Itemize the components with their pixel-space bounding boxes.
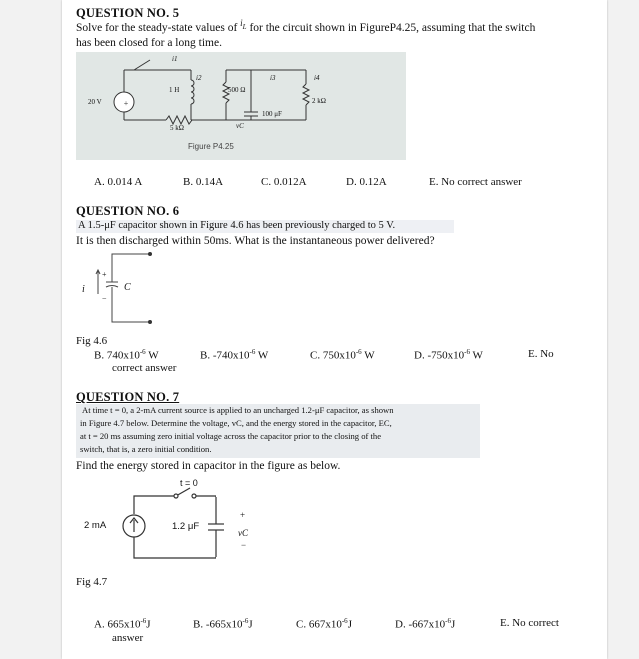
q6-opt-b-base: B. -740x10 <box>200 349 250 362</box>
fig47-vc: vC <box>238 528 248 538</box>
q6-option-tail: correct answer <box>112 362 177 374</box>
fig-caption: Figure P4.25 <box>188 142 234 151</box>
source-plus: + <box>123 99 129 108</box>
document-page <box>62 0 607 659</box>
q6-opt-d-unit: W <box>472 349 483 362</box>
fig-i1: i1 <box>172 55 178 63</box>
q6-opt-d-exp: -6 <box>464 348 470 356</box>
q7-opt-b-unit: J <box>248 618 253 631</box>
q6-scan-line: A 1.5-μF capacitor shown in Figure 4.6 has been previously charged to 5 V. <box>76 220 454 233</box>
q7-scan-line-3: at t = 20 ms assuming zero initial voltage across the capacitor prior to the closing of the <box>80 431 382 441</box>
q6-opt-a-unit: W <box>148 349 159 362</box>
q7-opt-a-unit: J <box>146 618 151 631</box>
fig47-plus: + <box>240 510 246 520</box>
fig46-minus: − <box>102 294 107 303</box>
figure-p4-25 <box>76 52 406 160</box>
fig47-source-label: 2 mA <box>84 520 107 531</box>
q7-option-e[interactable]: E. No correct <box>500 617 559 629</box>
q5-option-d[interactable]: D. 0.12A <box>346 176 387 188</box>
q7-opt-c-unit: J <box>347 618 352 631</box>
q7-option-b[interactable] <box>193 617 253 631</box>
q7-option-a[interactable] <box>94 617 151 631</box>
q7-scan-line-4: switch, that is, a zero initial condition. <box>80 444 212 454</box>
q5-i: i <box>240 18 243 28</box>
q7-title: QUESTION NO. 7 <box>76 390 180 404</box>
fig47-minus: − <box>241 540 247 550</box>
q5-title: QUESTION NO. 5 <box>76 6 180 20</box>
q6-text-line: It is then discharged within 50ms. What is the instantaneous power delivered? <box>76 235 435 247</box>
q6-option-b[interactable] <box>200 348 268 362</box>
q6-option-d[interactable] <box>414 348 483 362</box>
fig-i3: i3 <box>270 74 276 82</box>
fig46-plus: + <box>102 270 107 279</box>
fig-i4: i4 <box>314 74 320 82</box>
q5-option-b[interactable]: B. 0.14A <box>183 176 224 188</box>
q7-opt-c-base: C. 667x10 <box>296 618 342 631</box>
q6-opt-c-unit: W <box>364 349 375 362</box>
q6-option-e[interactable]: E. No <box>528 348 554 360</box>
q7-option-c[interactable] <box>296 617 352 631</box>
q5-option-a[interactable]: A. 0.014 A <box>94 176 143 188</box>
fig-i2: i2 <box>196 74 202 82</box>
q7-opt-d-exp: -6 <box>445 617 451 625</box>
q5-option-e[interactable]: E. No correct answer <box>429 176 522 188</box>
q7-opt-b-base: B. -665x10 <box>193 618 243 631</box>
q6-option-c[interactable] <box>310 348 375 362</box>
fig-vc: vC <box>236 122 244 130</box>
q6-opt-c-exp: -6 <box>355 348 362 356</box>
q6-opt-d-base: D. -750x10 <box>414 349 465 362</box>
fig-l1: 1 H <box>169 86 180 94</box>
fig-voltage: 20 V <box>88 98 102 106</box>
fig-r500: 500 Ω <box>228 86 246 94</box>
q5-i-sub: L <box>242 22 247 31</box>
q7-opt-d-base: D. -667x10 <box>395 618 446 631</box>
q5-text-line2: has been closed for a long time. <box>76 37 222 49</box>
q6-title: QUESTION NO. 6 <box>76 204 180 218</box>
q5-text-b: for the circuit shown in FigureP4.25, assuming that the switch <box>249 22 536 34</box>
q7-option-d[interactable] <box>395 617 455 631</box>
q7-scan-line-2: in Figure 4.7 below. Determine the voltage, vC, and the energy stored in the capacitor, EC, <box>80 418 392 428</box>
q7-opt-a-exp: -6 <box>140 617 147 625</box>
fig-r5k: 5 kΩ <box>170 124 184 132</box>
q6-opt-b-exp: -6 <box>249 348 256 356</box>
q7-opt-d-unit: J <box>450 618 456 631</box>
fig46-caption: Fig 4.6 <box>76 335 108 347</box>
fig46-c: C <box>124 282 131 293</box>
fig-r2k: 2 kΩ <box>312 97 326 105</box>
fig47-switch-label: t = 0 <box>180 478 198 488</box>
q5-i-symbol <box>240 18 247 31</box>
q7-opt-c-exp: -6 <box>341 617 348 625</box>
q5-option-c[interactable]: C. 0.012A <box>261 176 307 188</box>
q7-scan-block <box>76 404 480 458</box>
q5-text-a: Solve for the steady-state values of <box>76 22 238 34</box>
q6-opt-a-exp: -6 <box>139 348 146 356</box>
q6-option-a[interactable] <box>94 348 159 362</box>
fig47-cap-label: 1.2 μF <box>172 521 200 532</box>
q7-text-line: Find the energy stored in capacitor in the figure as below. <box>76 460 341 472</box>
q7-option-tail: answer <box>112 632 144 644</box>
fig47-caption: Fig 4.7 <box>76 576 108 588</box>
fig46-i: i <box>82 284 85 295</box>
q5-text-line1 <box>76 18 536 36</box>
figure-4-6 <box>76 248 166 330</box>
q7-opt-b-exp: -6 <box>242 617 249 625</box>
q7-opt-a-base: A. 665x10 <box>94 618 141 631</box>
fig-c100: 100 μF <box>262 110 282 118</box>
circuit-4-6 <box>76 248 166 330</box>
q6-opt-c-base: C. 750x10 <box>310 349 356 362</box>
figure-4-7 <box>84 478 284 570</box>
q7-scan-line-1: At time t = 0, a 2-mA current source is applied to an uncharged 1.2-μF capacitor, as shown <box>82 405 394 415</box>
q6-opt-a-base: B. 740x10 <box>94 349 140 362</box>
circuit-p4-25 <box>76 52 406 160</box>
q6-opt-b-unit: W <box>257 349 269 362</box>
